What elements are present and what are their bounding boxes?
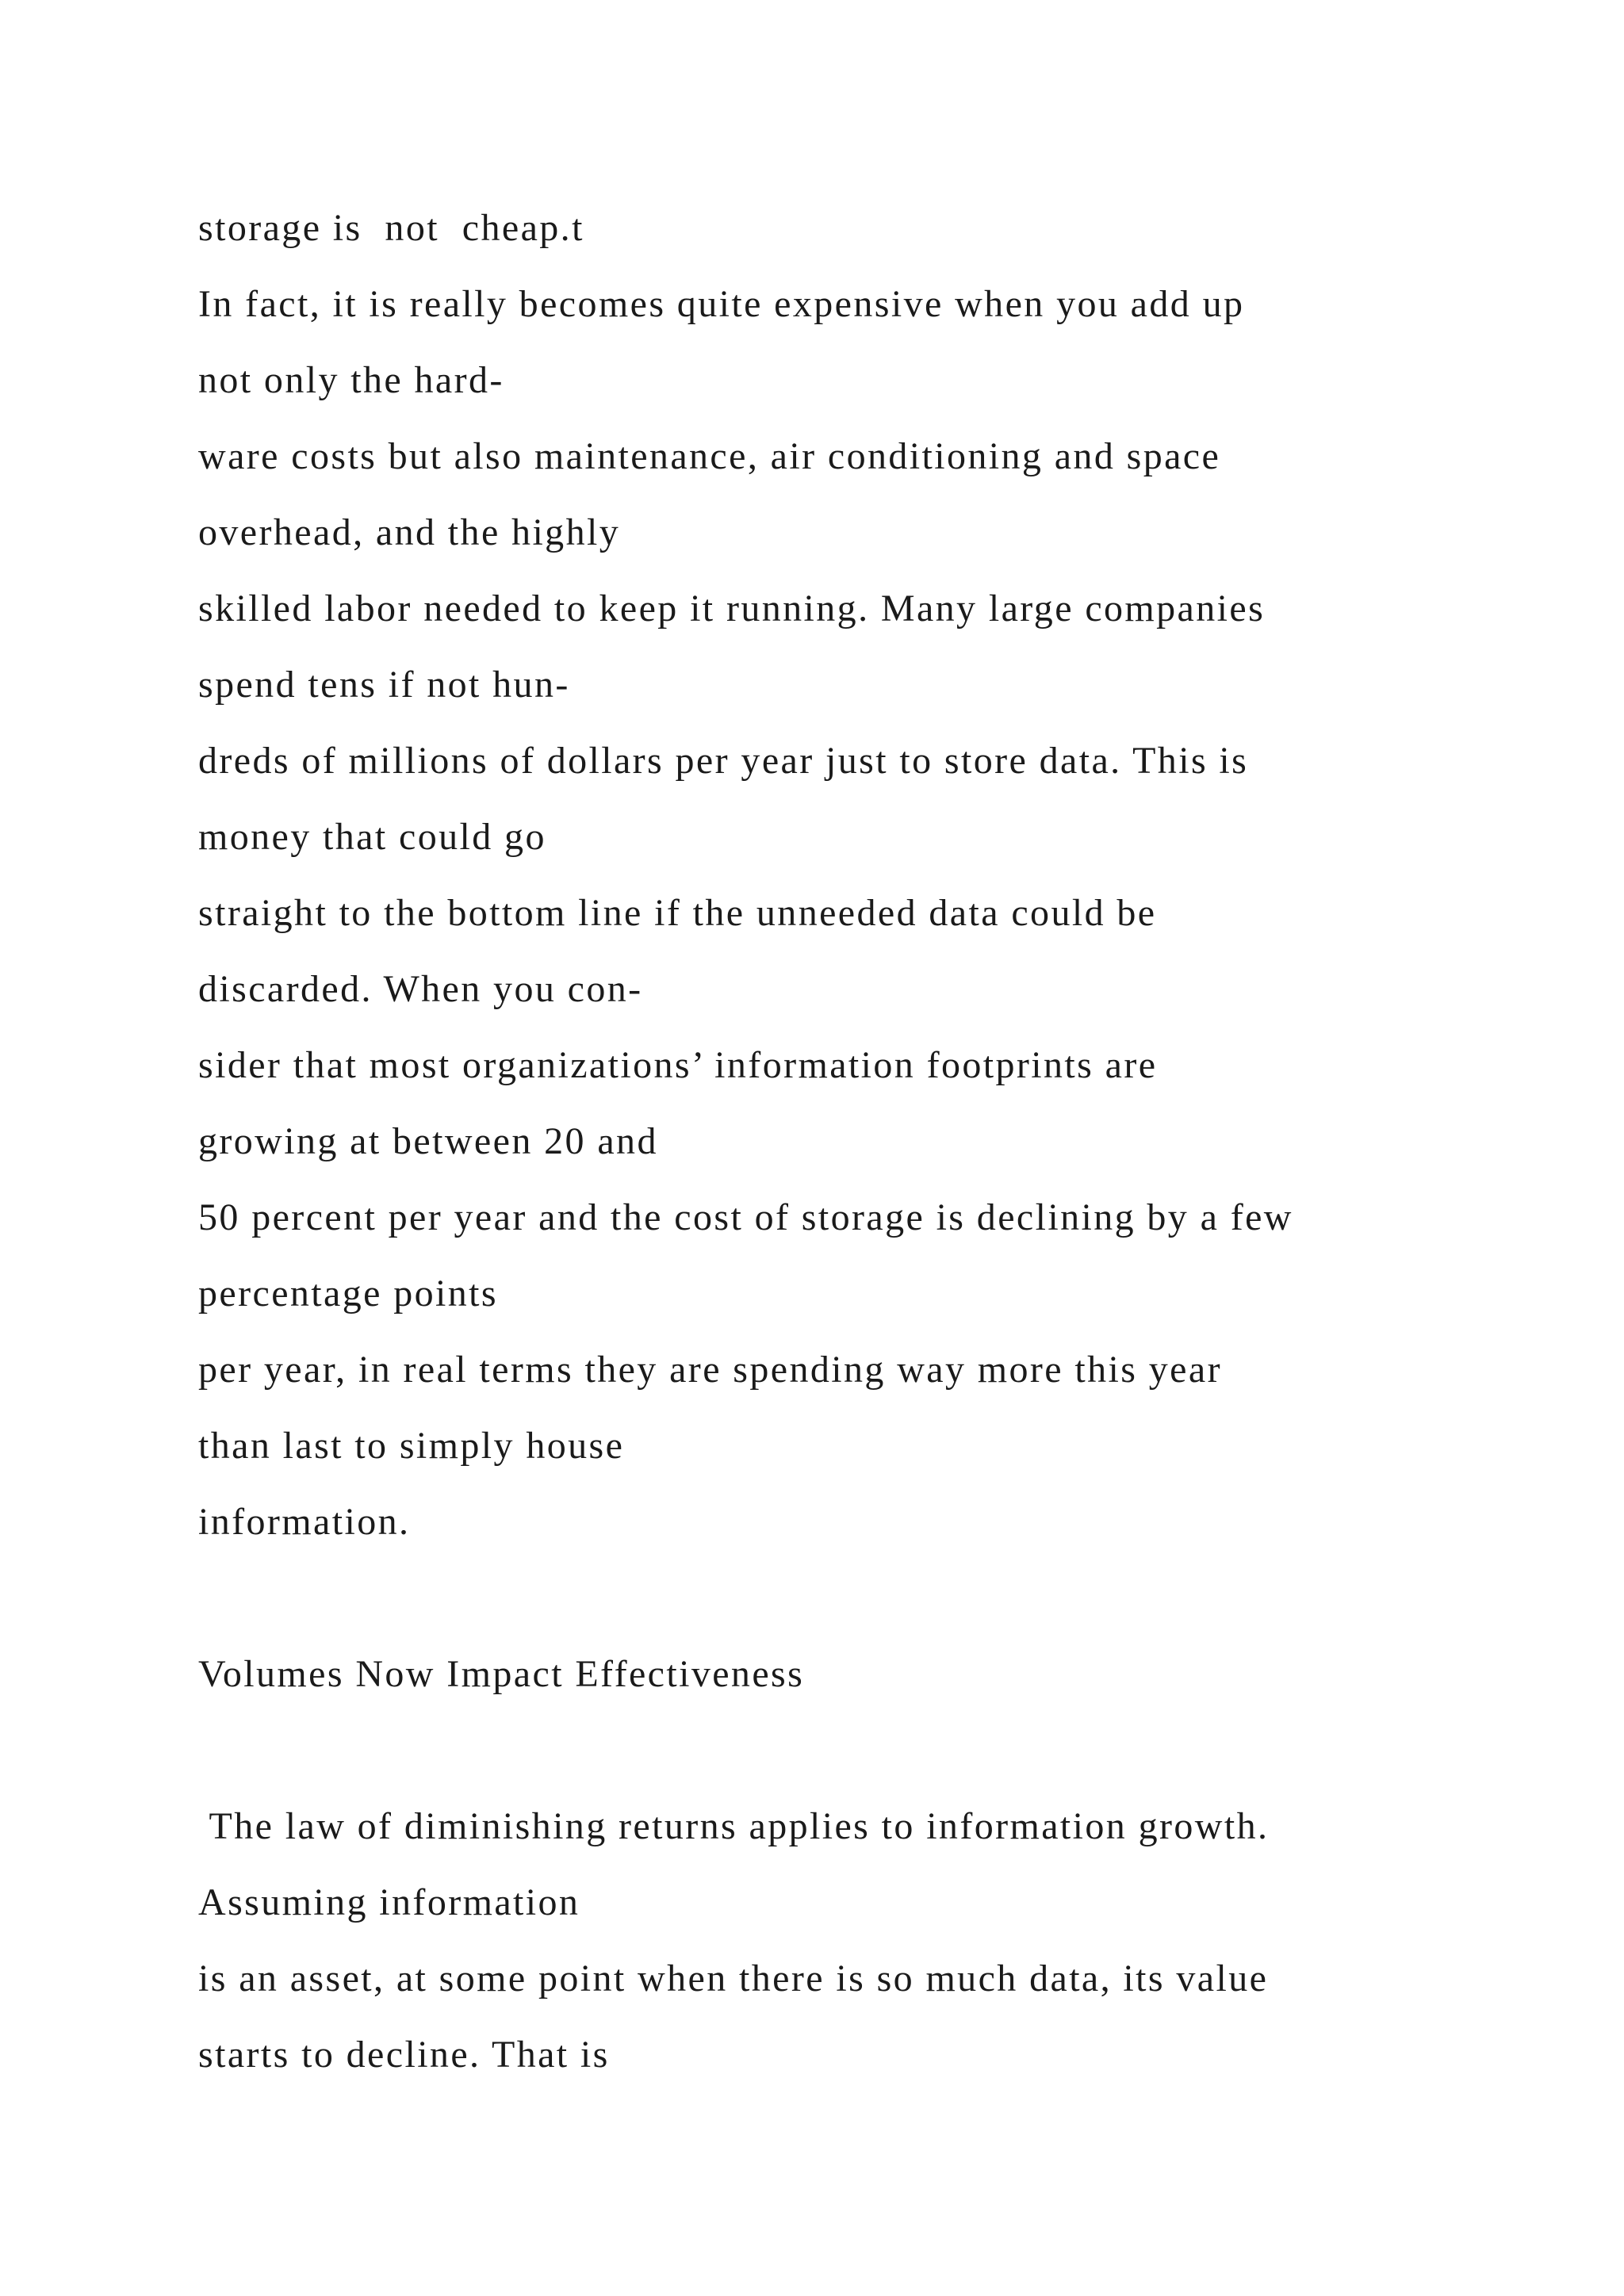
text-line: 50 percent per year and the cost of storage is declining by a few [198, 1196, 1293, 1238]
text-line: In fact, it is really becomes quite expensive when you add up [198, 283, 1245, 325]
text-line: discarded. When you con- [198, 968, 643, 1010]
text-line: overhead, and the highly [198, 511, 621, 553]
text-line: starts to decline. That is [198, 2034, 610, 2076]
text-line: per year, in real terms they are spending way more this year [198, 1349, 1222, 1391]
text-line: The law of diminishing returns applies to information growth. [198, 1805, 1270, 1847]
text-line: percentage points [198, 1272, 498, 1314]
text-line: Assuming information [198, 1881, 580, 1923]
text-line: sider that most organizations’ information footprints are [198, 1044, 1158, 1086]
blank-line [198, 1712, 1499, 1789]
text-line: storage is not cheap.t [198, 207, 584, 249]
text-line: growing at between 20 and [198, 1120, 658, 1162]
text-line: money that could go [198, 816, 546, 858]
text-line: information. [198, 1501, 411, 1543]
text-line: not only the hard- [198, 359, 504, 401]
text-line: than last to simply house [198, 1425, 625, 1467]
section-heading: Volumes Now Impact Effectiveness [198, 1653, 805, 1695]
text-line: straight to the bottom line if the unneeded data could be [198, 892, 1157, 934]
text-line: dreds of millions of dollars per year just to store data. This is [198, 740, 1249, 782]
text-line: is an asset, at some point when there is so much data, its value [198, 1957, 1269, 1999]
text-line: ware costs but also maintenance, air conditioning and space [198, 435, 1221, 477]
text-line: spend tens if not hun- [198, 664, 570, 706]
document-body [198, 190, 1499, 2093]
blank-line [198, 1560, 1499, 1636]
text-line: skilled labor needed to keep it running. Many large companies [198, 587, 1266, 629]
